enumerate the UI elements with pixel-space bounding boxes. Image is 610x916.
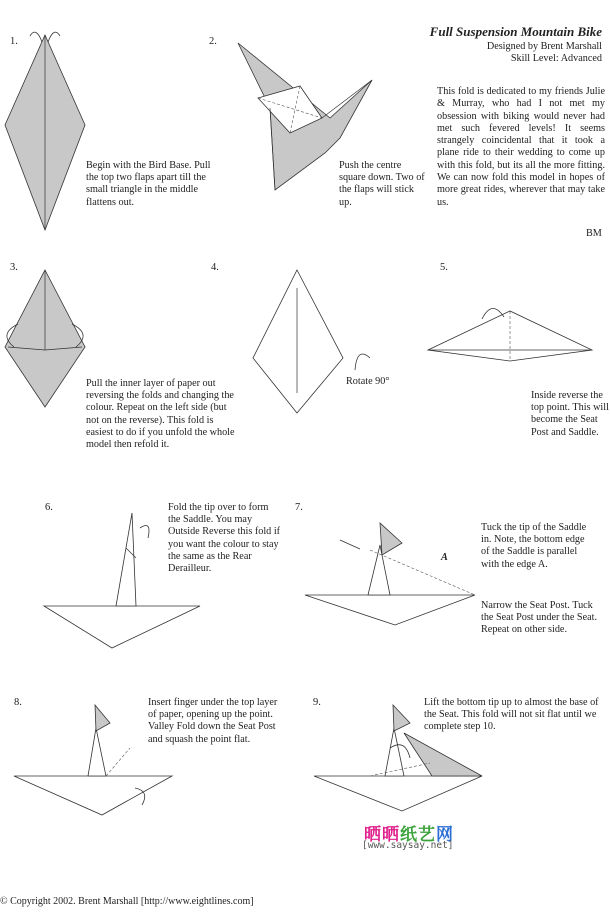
step-8-text: Insert finger under the top layer of paper, opening up the point. Valley Fold down the Seat Post and squash the point flat. bbox=[148, 697, 278, 745]
step-5-text: Inside reverse the top point. This will become the Seat Post and Saddle. bbox=[531, 390, 609, 438]
step-8-number: 8. bbox=[14, 697, 22, 708]
watermark-url: [www.saysay.net] bbox=[362, 840, 454, 851]
step-2-text: Push the centre square down. Two of the flaps will stick up. bbox=[339, 160, 425, 208]
step-4-text: Rotate 90° bbox=[346, 376, 390, 387]
skill-level: Skill Level: Advanced bbox=[510, 53, 602, 64]
dedication-text: This fold is dedicated to my friends Julie & Murray, who had I not met my obsession with biking would never had met such fevered levels! It seems strangely coincidental that it took a plane ride to their wedding to come up with this fold, but its all the more fitting. We can now fold this model in hopes of more great rides, wherever that may take us. bbox=[437, 86, 605, 208]
step-7-text-2: Narrow the Seat Post. Tuck the Seat Post under the Seat. Repeat on other side. bbox=[481, 600, 598, 636]
step-7-diagram bbox=[300, 515, 480, 635]
step-2-number: 2. bbox=[209, 36, 217, 47]
step-6-text: Fold the tip over to form the Saddle. You may Outside Reverse this fold if you want the colour to stay the same as the Rear Derailleur. bbox=[168, 502, 281, 575]
signature: BM bbox=[586, 228, 602, 239]
copyright-footer: © Copyright 2002. Brent Marshall [http://www.eightlines.com] bbox=[0, 896, 254, 907]
watermark-logo: 晒晒纸艺网 bbox=[364, 825, 454, 845]
page-title: Full Suspension Mountain Bike bbox=[429, 24, 602, 39]
step-3-diagram bbox=[0, 262, 100, 412]
step-3-text: Pull the inner layer of paper out reversing the folds and changing the colour. Repeat on the left side (but not on the reverse). This fold is easiest to do if you unfold the whole model then refold it. bbox=[86, 378, 235, 451]
designer-credit: Designed by Brent Marshall bbox=[486, 41, 602, 52]
step-4-diagram bbox=[245, 268, 355, 418]
step-9-number: 9. bbox=[313, 697, 321, 708]
step-1-diagram bbox=[0, 20, 100, 235]
step-5-number: 5. bbox=[440, 262, 448, 273]
step-6-number: 6. bbox=[45, 502, 53, 513]
step-9-text: Lift the bottom tip up to almost the base of the Seat. This fold will not sit flat until we complete step 10. bbox=[424, 697, 599, 733]
step-7-text: Tuck the tip of the Saddle in. Note, the bottom edge of the Saddle is parallel with the edge A. bbox=[481, 522, 587, 570]
step-1-number: 1. bbox=[10, 36, 18, 47]
step-4-number: 4. bbox=[211, 262, 219, 273]
step-3-number: 3. bbox=[10, 262, 18, 273]
edge-label-a: A bbox=[441, 552, 448, 563]
step-5-diagram bbox=[422, 295, 602, 375]
step-1-text: Begin with the Bird Base. Pull the top two flaps apart till the small triangle in the middle flattens out. bbox=[86, 160, 211, 208]
step-7-number: 7. bbox=[295, 502, 303, 513]
